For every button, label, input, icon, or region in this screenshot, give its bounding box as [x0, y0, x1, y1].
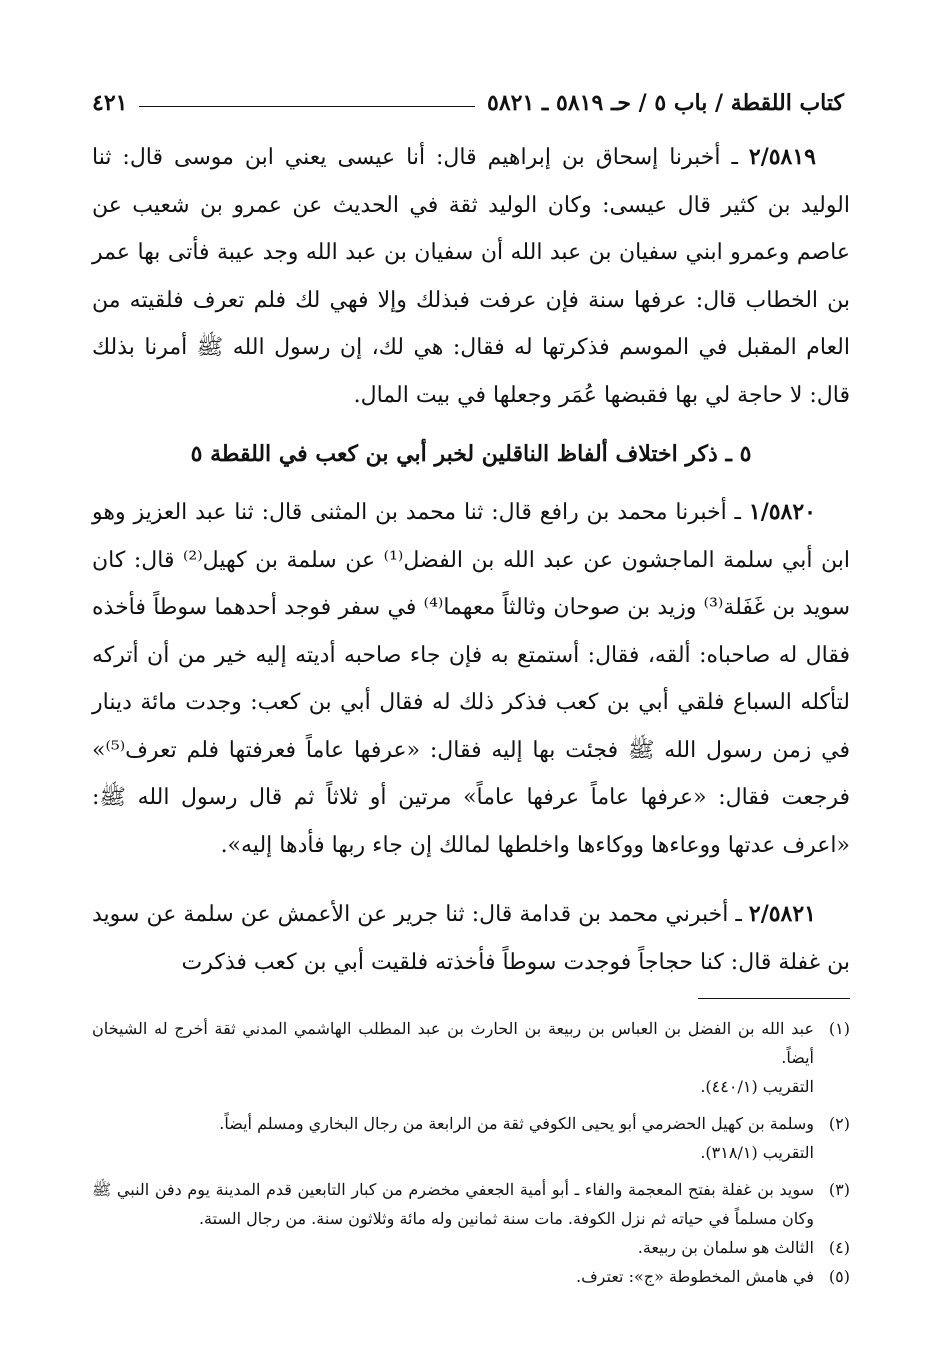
main-text: [92, 134, 850, 986]
footnote-number: (٣): [828, 1180, 850, 1199]
section-heading: ٥ ـ ذكر اختلاف ألفاظ الناقلين لخبر أبي بن كعب في اللقطة ٥: [190, 441, 752, 467]
footnote-text: في هامش المخطوطة «ج»: تعترف.: [575, 1267, 814, 1286]
footnote-item: [92, 1175, 850, 1233]
footnote-text: سويد بن غفلة بفتح المعجمة والفاء ـ أبو أمية الجعفي مخضرم من كبار التابعين قدم المدينة يوم دفن النبي ﷺ وكان مسلماً في حياته ثم نزل الكوفة. مات سنة ثمانين وله مائة وثلاثون سنة. من رجال الستة.: [92, 1180, 814, 1228]
paragraph-gap: [92, 869, 850, 891]
footnote-item: [92, 1109, 850, 1138]
footnote-number: (٤): [828, 1238, 850, 1257]
header-rule: [139, 106, 475, 107]
hadith-number: ١/٥٨٢٠: [748, 499, 816, 525]
footnote-separator: [698, 998, 850, 999]
hadith-paragraph-5819: [92, 134, 850, 419]
hadith-paragraph-5821: [92, 891, 850, 986]
header-title: كتاب اللقطة / باب ٥ / حـ ٥٨١٩ ـ ٥٨٢١: [487, 90, 844, 116]
footnotes: [92, 1014, 850, 1291]
footnote-source: التقريب (٤٤٠/١).: [700, 1077, 814, 1096]
footnote-text: وسلمة بن كهيل الحضرمي أبو يحيى الكوفي ثقة من الرابعة من رجال البخاري ومسلم أيضاً.: [219, 1114, 814, 1133]
footnote-source: التقريب (٣١٨/١).: [700, 1143, 814, 1162]
hadith-text: ـ أخبرنا محمد بن رافع قال: ثنا محمد بن المثنى قال: ثنا عبد العزيز وهو ابن أبي سلمة الماجشون عن عبد الله بن الفضل⁽¹⁾ عن سلمة بن كهيل⁽²⁾ قال: كان سويد بن غَفَلة⁽³⁾ وزيد بن صوحان وثالثاً معهما⁽⁴⁾ في سفر فوجد أحدهما سوطاً فأخذه فقال له صاحباه: ألقه، فقال: أستمتع به فإن جاء صاحبه أديته إليه خير من أن أتركه لتأكله السباع فلقي أبي بن كعب فذكر ذلك له فقال أبي بن كعب: وجدت مائة دينار في زمن رسول الله ﷺ فجئت بها إليه فقال: «عرفها عاماً فعرفتها فلم تعرف⁽⁵⁾» فرجعت فقال: «عرفها عاماً عرفها عاماً» مرتين أو ثلاثاً ثم قال رسول الله ﷺ: «اعرف عدتها ووعاءها ووكاءها واخلطها لمالك إن جاء ربها فأدها إليه».: [92, 500, 850, 858]
hadith-paragraph-5820: [92, 489, 850, 869]
footnote-text: عبد الله بن الفضل بن العباس بن ربيعة بن الحارث بن عبد المطلب الهاشمي المدني ثقة أخرج له الشيخان أيضاً.: [92, 1019, 815, 1067]
footnote-text: الثالث هو سلمان بن ربيعة.: [637, 1238, 814, 1257]
footnote-number: (٥): [828, 1267, 850, 1286]
hadith-number: ٢/٥٨١٩: [748, 144, 816, 170]
footnote-number: (١): [828, 1019, 850, 1038]
footnote-item: [92, 1014, 850, 1072]
footnote-item: [92, 1233, 850, 1262]
hadith-number: ٢/٥٨٢١: [748, 901, 816, 927]
page-number: ٤٢١: [92, 90, 128, 116]
running-header: [92, 76, 844, 116]
footnote-number: (٢): [828, 1114, 850, 1133]
hadith-text: ـ أخبرني محمد بن قدامة قال: ثنا جرير عن الأعمش عن سلمة عن سويد بن غفلة قال: كنا حجاجاً فوجدت سوطاً فأخذته فلقيت أبي بن كعب فذكرت: [92, 902, 850, 975]
footnote-item: [92, 1262, 850, 1291]
hadith-text: ـ أخبرنا إسحاق بن إبراهيم قال: أنا عيسى يعني ابن موسى قال: ثنا الوليد بن كثير قال عيسى: وكان الوليد ثقة في الحديث عن عمرو بن شعيب عن عاصم وعمرو ابني سفيان بن عبد الله أن سفيان بن عبد الله وجد عيبة فأتى بها عمر بن الخطاب قال: عرفها سنة فإن عرفت فبذلك وإلا فهي لك فلم تعرف فلقيته من العام المقبل في الموسم فذكرتها له فقال: هي لك، إن رسول الله ﷺ أمرنا بذلك قال: لا حاجة لي بها فقبضها عُمَر وجعلها في بيت المال.: [92, 145, 850, 408]
